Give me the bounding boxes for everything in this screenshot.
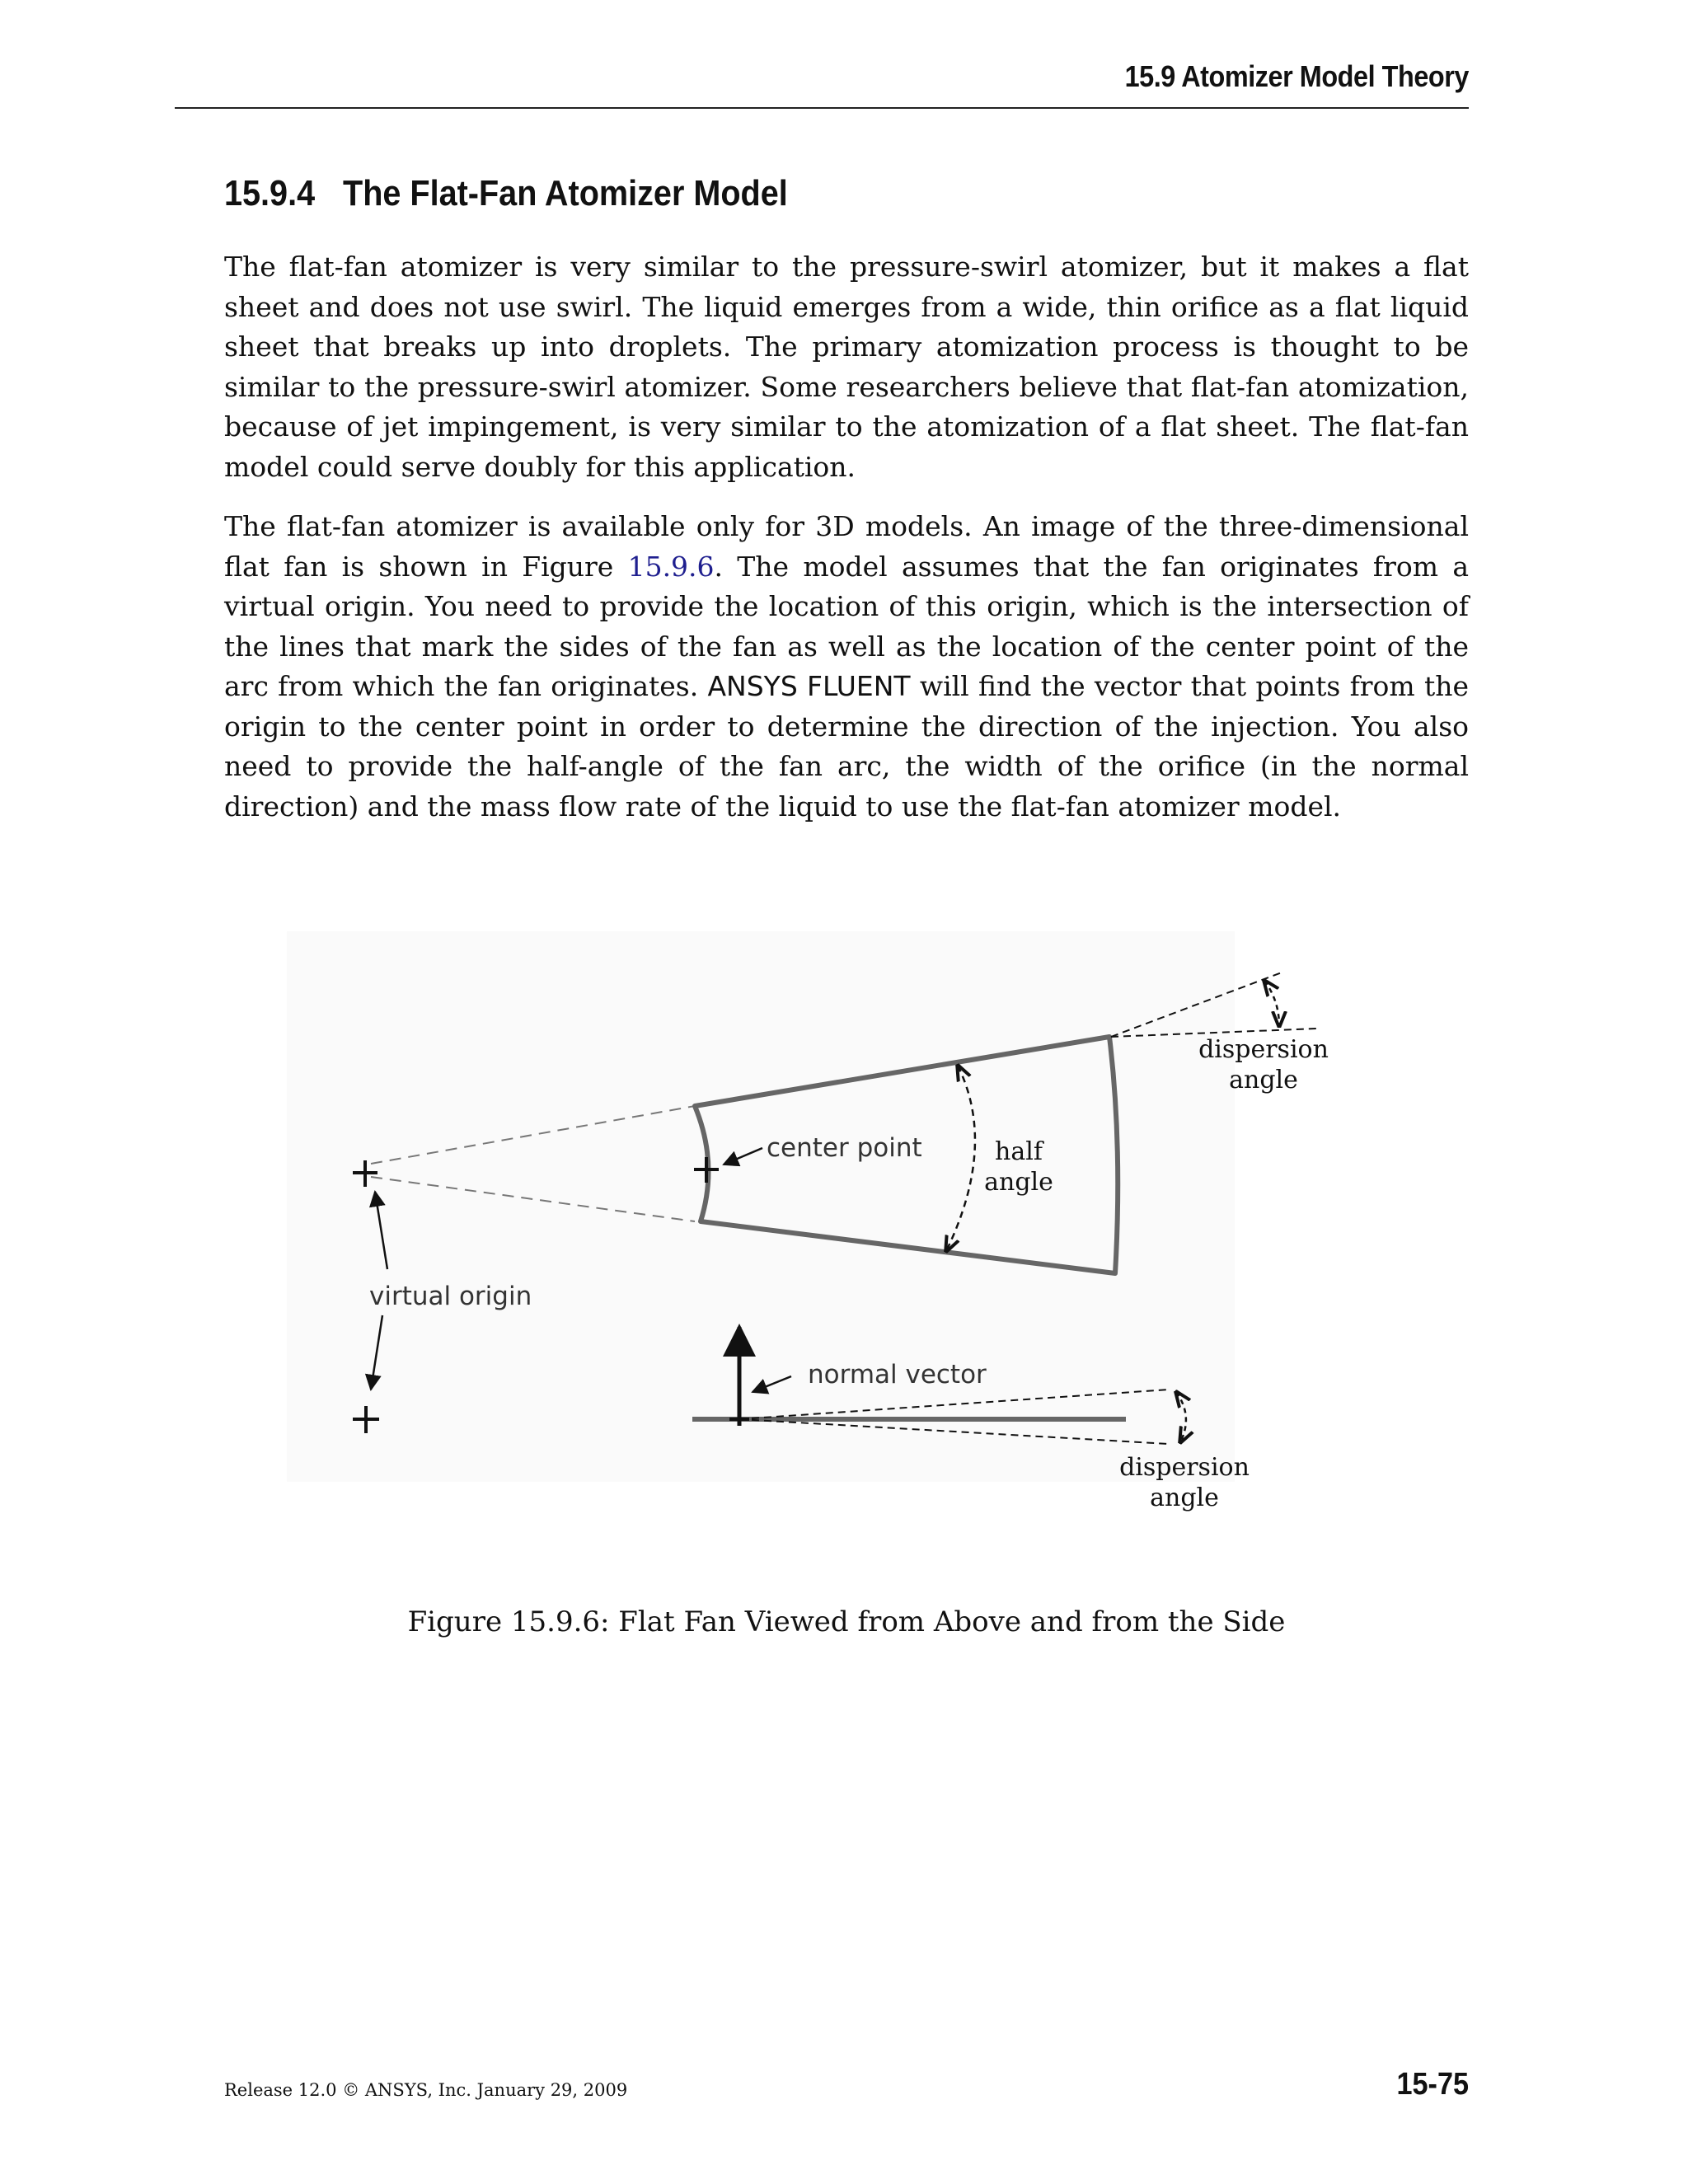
footer-release-info: Release 12.0 © ANSYS, Inc. January 29, 2009 <box>224 2080 628 2100</box>
running-header-title: 15.9 Atomizer Model Theory <box>1124 59 1469 93</box>
dispersion-bottom-label-line1: dispersion <box>1119 1453 1250 1482</box>
paragraph-2-text-a: The flat-fan atomizer is available only for 3D models. An image of the three-dimensional flat fan is shown in Figure <box>224 510 1469 583</box>
figure-caption: Figure 15.9.6: Flat Fan Viewed from Above and from the Side <box>407 1605 1286 1638</box>
dispersion-top-label-line1: dispersion <box>1198 1035 1329 1064</box>
footer-page-number: 15-75 <box>1396 2067 1469 2102</box>
paragraph-1: The flat-fan atomizer is very similar to the pressure-swirl atomizer, but it makes a flat sheet and does not use swirl. The liquid emerges from a wide, thin orifice as a flat liquid sheet that breaks up into droplets. The primary atomization process is thought to be similar to the pressure-swirl atomizer. Some researchers believe that flat-fan atomization, because of jet impingement, is very similar to the atomization of a flat sheet. The flat-fan model could serve doubly for this application. <box>224 251 1469 483</box>
dispersion-bottom-label-line2: angle <box>1150 1483 1219 1512</box>
figure-reference-link[interactable]: 15.9.6 <box>627 550 715 583</box>
section-number: 15.9.4 <box>224 173 316 213</box>
normal-vector-label: normal vector <box>808 1360 987 1390</box>
section-title-text: The Flat-Fan Atomizer Model <box>343 173 788 213</box>
paragraph-2-text-b: . The model assumes that the fan originates from a virtual origin. You need to provide the location of this origin, which is the intersection of the lines that mark the sides of the fan as well as the location of the center point of the arc from which the fan originates. <box>224 550 1469 702</box>
half-angle-label-line2: angle <box>984 1168 1053 1197</box>
half-angle-label-line1: half <box>995 1137 1043 1166</box>
dispersion-arc-top <box>1264 981 1279 1026</box>
figure-background <box>287 931 1235 1482</box>
paragraph-2-text-c: will find the vector that points from the origin to the center point in order to determine the direction of the injection. You also need to provide the half-angle of the fan arc, the width of the orifice (in the normal direction) and the mass flow rate of the liquid to use the flat-fan atomizer model. <box>224 670 1469 823</box>
product-name: ANSYS FLUENT <box>707 670 911 702</box>
virtual-origin-label: virtual origin <box>369 1282 532 1311</box>
dispersion-top-label-line2: angle <box>1229 1066 1298 1094</box>
center-point-label: center point <box>767 1133 922 1163</box>
